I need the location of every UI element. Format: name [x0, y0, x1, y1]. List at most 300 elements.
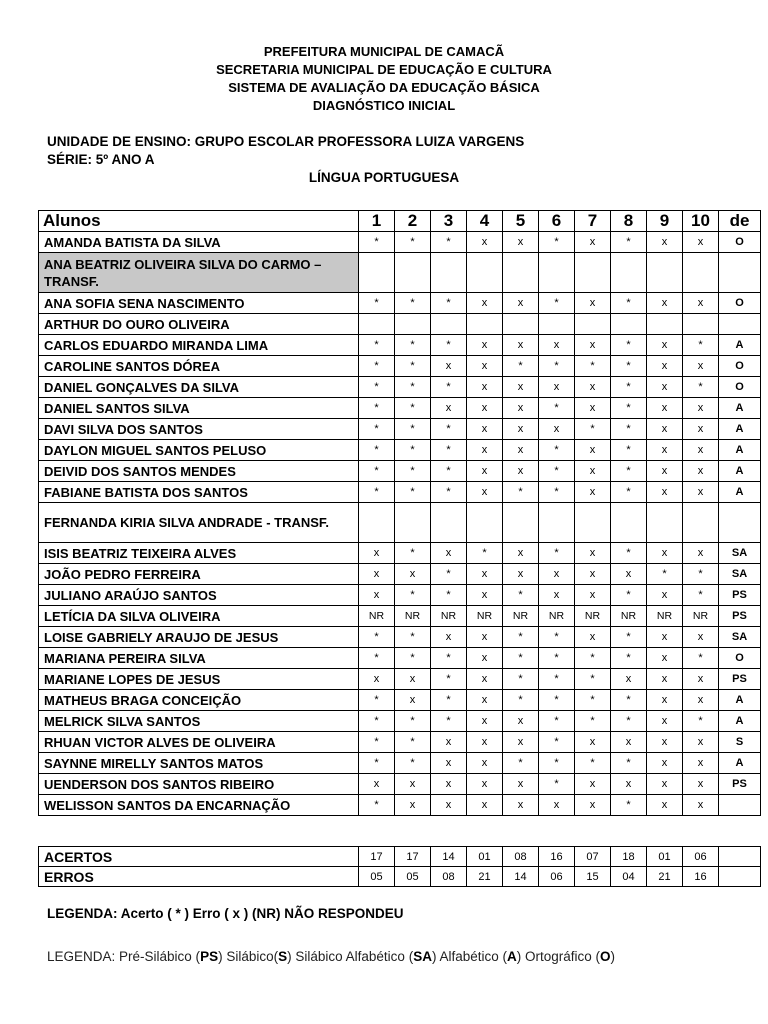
answer-mark: x — [647, 648, 683, 669]
answer-mark — [359, 253, 395, 293]
answer-mark: x — [503, 461, 539, 482]
legend-text: LEGENDA: Pré-Silábico ( — [47, 949, 201, 964]
answer-mark: * — [431, 585, 467, 606]
answer-mark: * — [611, 356, 647, 377]
answer-mark: x — [647, 753, 683, 774]
answer-mark: * — [431, 648, 467, 669]
student-name: WELISSON SANTOS DA ENCARNAÇÃO — [39, 795, 359, 816]
student-name: DEIVID DOS SANTOS MENDES — [39, 461, 359, 482]
answer-mark: x — [359, 669, 395, 690]
header-line-2: SECRETARIA MUNICIPAL DE EDUCAÇÃO E CULTURA — [216, 62, 552, 77]
answer-mark: x — [647, 732, 683, 753]
summary-value: 14 — [503, 867, 539, 887]
answer-mark: * — [395, 356, 431, 377]
answer-mark — [539, 253, 575, 293]
writing-level: A — [719, 419, 761, 440]
table-row — [39, 753, 761, 774]
answer-mark: * — [467, 543, 503, 564]
answer-mark: x — [503, 398, 539, 419]
answer-mark: * — [359, 440, 395, 461]
answer-mark: NR — [683, 606, 719, 627]
answer-mark: * — [431, 482, 467, 503]
answer-mark: x — [431, 795, 467, 816]
student-name: UENDERSON DOS SANTOS RIBEIRO — [39, 774, 359, 795]
student-name: CARLOS EDUARDO MIRANDA LIMA — [39, 335, 359, 356]
answer-mark: * — [359, 690, 395, 711]
answer-mark: * — [575, 419, 611, 440]
answer-mark: * — [539, 398, 575, 419]
answer-mark: x — [503, 293, 539, 314]
answer-mark: x — [575, 461, 611, 482]
answer-mark: * — [359, 419, 395, 440]
table-row — [39, 419, 761, 440]
answer-mark: * — [683, 335, 719, 356]
answer-mark: * — [539, 356, 575, 377]
writing-level: A — [719, 398, 761, 419]
answer-mark: * — [395, 440, 431, 461]
answer-mark — [575, 253, 611, 293]
answer-mark: x — [683, 795, 719, 816]
answer-mark: x — [431, 356, 467, 377]
answer-mark: * — [503, 753, 539, 774]
legend-marks: LEGENDA: Acerto ( * ) Erro ( x ) (NR) NÃO RESPONDEU — [47, 906, 404, 921]
writing-level: O — [719, 232, 761, 253]
student-name: LOISE GABRIELY ARAUJO DE JESUS — [39, 627, 359, 648]
table-row — [39, 774, 761, 795]
answer-mark: x — [575, 293, 611, 314]
answer-mark: * — [539, 669, 575, 690]
answer-mark: x — [359, 585, 395, 606]
summary-table — [38, 846, 761, 887]
answer-mark: x — [395, 795, 431, 816]
answer-mark: x — [575, 543, 611, 564]
answer-mark — [647, 253, 683, 293]
answer-mark: * — [611, 711, 647, 732]
writing-level: O — [719, 648, 761, 669]
answer-mark: x — [395, 564, 431, 585]
answer-mark: x — [467, 774, 503, 795]
answer-mark: * — [359, 335, 395, 356]
answer-mark: * — [395, 335, 431, 356]
answer-mark: * — [611, 690, 647, 711]
answer-mark: * — [539, 232, 575, 253]
summary-value: 16 — [683, 867, 719, 887]
summary-empty-cell — [719, 847, 761, 867]
answer-mark — [359, 503, 395, 543]
student-name: DANIEL SANTOS SILVA — [39, 398, 359, 419]
answer-mark — [611, 253, 647, 293]
answer-mark: * — [431, 711, 467, 732]
student-results-table — [38, 210, 761, 816]
answer-mark: x — [431, 753, 467, 774]
answer-mark: * — [431, 461, 467, 482]
answer-mark: x — [611, 732, 647, 753]
answer-mark: * — [431, 232, 467, 253]
answer-mark: x — [539, 585, 575, 606]
answer-mark: * — [431, 293, 467, 314]
answer-mark: * — [359, 461, 395, 482]
student-name: CAROLINE SANTOS DÓREA — [39, 356, 359, 377]
answer-mark: x — [575, 627, 611, 648]
student-name: RHUAN VICTOR ALVES DE OLIVEIRA — [39, 732, 359, 753]
answer-mark: NR — [467, 606, 503, 627]
answer-mark — [431, 253, 467, 293]
student-name: SAYNNE MIRELLY SANTOS MATOS — [39, 753, 359, 774]
answer-mark: NR — [575, 606, 611, 627]
answer-mark: x — [539, 419, 575, 440]
answer-mark: * — [503, 356, 539, 377]
student-name: MELRICK SILVA SANTOS — [39, 711, 359, 732]
answer-mark: x — [359, 564, 395, 585]
column-header: 7 — [575, 211, 611, 232]
writing-level: PS — [719, 774, 761, 795]
answer-mark: * — [611, 377, 647, 398]
column-header: 9 — [647, 211, 683, 232]
summary-value: 17 — [395, 847, 431, 867]
school-line: UNIDADE DE ENSINO: GRUPO ESCOLAR PROFESSORA LUIZA VARGENS — [47, 134, 525, 149]
answer-mark: * — [539, 774, 575, 795]
answer-mark: * — [575, 669, 611, 690]
table-row — [39, 732, 761, 753]
student-name: DAYLON MIGUEL SANTOS PELUSO — [39, 440, 359, 461]
header-row — [39, 211, 761, 232]
answer-mark: * — [611, 293, 647, 314]
answer-mark: x — [683, 669, 719, 690]
answer-mark: NR — [359, 606, 395, 627]
answer-mark: * — [359, 732, 395, 753]
summary-value: 15 — [575, 867, 611, 887]
summary-value: 21 — [647, 867, 683, 887]
answer-mark: * — [539, 753, 575, 774]
answer-mark: x — [575, 440, 611, 461]
answer-mark: * — [611, 795, 647, 816]
writing-level: S — [719, 732, 761, 753]
answer-mark: x — [683, 461, 719, 482]
column-header: de — [719, 211, 761, 232]
answer-mark: * — [575, 356, 611, 377]
answer-mark: NR — [611, 606, 647, 627]
column-header: 4 — [467, 211, 503, 232]
erros-row-label: ERROS — [39, 867, 359, 887]
answer-mark — [503, 503, 539, 543]
table-row — [39, 440, 761, 461]
answer-mark: x — [467, 440, 503, 461]
summary-value: 08 — [431, 867, 467, 887]
answer-mark: * — [611, 753, 647, 774]
answer-mark: x — [683, 232, 719, 253]
student-name: ANA SOFIA SENA NASCIMENTO — [39, 293, 359, 314]
answer-mark — [575, 503, 611, 543]
answer-mark — [431, 503, 467, 543]
answer-mark: * — [395, 627, 431, 648]
subject-title: LÍNGUA PORTUGUESA — [308, 170, 460, 185]
summary-value: 05 — [395, 867, 431, 887]
answer-mark: * — [539, 461, 575, 482]
answer-mark: x — [683, 543, 719, 564]
answer-mark: x — [575, 795, 611, 816]
answer-mark: * — [539, 711, 575, 732]
summary-value: 08 — [503, 847, 539, 867]
answer-mark: * — [611, 440, 647, 461]
answer-mark: x — [683, 753, 719, 774]
answer-mark: * — [611, 398, 647, 419]
student-name: MARIANE LOPES DE JESUS — [39, 669, 359, 690]
table-row — [39, 606, 761, 627]
answer-mark: x — [431, 543, 467, 564]
writing-level: PS — [719, 669, 761, 690]
answer-mark — [683, 314, 719, 335]
answer-mark: x — [683, 293, 719, 314]
answer-mark: * — [431, 335, 467, 356]
table-row — [39, 232, 761, 253]
writing-level — [719, 253, 761, 293]
answer-mark: * — [683, 564, 719, 585]
answer-mark — [395, 314, 431, 335]
answer-mark: * — [575, 648, 611, 669]
legend-code-sa: SA — [413, 949, 432, 964]
answer-mark: x — [647, 461, 683, 482]
answer-mark: x — [611, 774, 647, 795]
column-header: 10 — [683, 211, 719, 232]
summary-value: 17 — [359, 847, 395, 867]
answer-mark: * — [395, 732, 431, 753]
writing-level: A — [719, 461, 761, 482]
answer-mark: x — [683, 627, 719, 648]
table-row — [39, 314, 761, 335]
answer-mark: x — [503, 564, 539, 585]
answer-mark: x — [467, 232, 503, 253]
summary-value: 01 — [467, 847, 503, 867]
answer-mark — [647, 314, 683, 335]
writing-level: PS — [719, 606, 761, 627]
table-row — [39, 690, 761, 711]
answer-mark: x — [467, 627, 503, 648]
answer-mark: * — [539, 440, 575, 461]
answer-mark: x — [611, 564, 647, 585]
writing-level — [719, 795, 761, 816]
column-header-students: Alunos — [39, 211, 359, 232]
header-line-3: SISTEMA DE AVALIAÇÃO DA EDUCAÇÃO BÁSICA — [228, 80, 540, 95]
answer-mark: * — [503, 669, 539, 690]
table-row — [39, 648, 761, 669]
answer-mark: x — [503, 795, 539, 816]
writing-level: SA — [719, 564, 761, 585]
writing-level: PS — [719, 585, 761, 606]
student-name: JULIANO ARAÚJO SANTOS — [39, 585, 359, 606]
answer-mark: x — [647, 774, 683, 795]
answer-mark: * — [683, 648, 719, 669]
answer-mark: x — [647, 543, 683, 564]
answer-mark — [467, 314, 503, 335]
table-row — [39, 564, 761, 585]
writing-level: SA — [719, 627, 761, 648]
legend-text: ) — [610, 949, 616, 964]
answer-mark: * — [359, 293, 395, 314]
answer-mark: * — [359, 753, 395, 774]
answer-mark: x — [647, 440, 683, 461]
writing-level: SA — [719, 543, 761, 564]
writing-level: A — [719, 690, 761, 711]
answer-mark: x — [647, 795, 683, 816]
answer-mark — [539, 503, 575, 543]
answer-mark — [359, 314, 395, 335]
answer-mark — [683, 253, 719, 293]
answer-mark: * — [647, 564, 683, 585]
answer-mark: * — [611, 627, 647, 648]
legend-code-o: O — [600, 949, 611, 964]
answer-mark: * — [395, 419, 431, 440]
answer-mark: * — [395, 377, 431, 398]
answer-mark: * — [575, 711, 611, 732]
answer-mark: * — [359, 377, 395, 398]
answer-mark: x — [503, 440, 539, 461]
header-line-4: DIAGNÓSTICO INICIAL — [312, 98, 456, 113]
column-header: 1 — [359, 211, 395, 232]
answer-mark: x — [647, 232, 683, 253]
answer-mark — [575, 314, 611, 335]
summary-value: 04 — [611, 867, 647, 887]
answer-mark: x — [467, 482, 503, 503]
answer-mark: x — [683, 398, 719, 419]
answer-mark: x — [503, 335, 539, 356]
answer-mark: * — [539, 648, 575, 669]
summary-value: 05 — [359, 867, 395, 887]
answer-mark: * — [359, 398, 395, 419]
student-name: ISIS BEATRIZ TEIXEIRA ALVES — [39, 543, 359, 564]
answer-mark: x — [467, 356, 503, 377]
answer-mark: x — [647, 419, 683, 440]
answer-mark: x — [467, 461, 503, 482]
writing-level: A — [719, 753, 761, 774]
answer-mark: * — [395, 293, 431, 314]
answer-mark: * — [359, 232, 395, 253]
writing-level: O — [719, 293, 761, 314]
answer-mark: x — [539, 377, 575, 398]
answer-mark — [395, 253, 431, 293]
answer-mark: x — [431, 627, 467, 648]
answer-mark: x — [683, 419, 719, 440]
answer-mark: * — [395, 461, 431, 482]
answer-mark: x — [647, 377, 683, 398]
answer-mark: x — [575, 482, 611, 503]
answer-mark: * — [611, 232, 647, 253]
student-name: MATHEUS BRAGA CONCEIÇÃO — [39, 690, 359, 711]
document-header — [0, 43, 768, 115]
answer-mark: * — [359, 482, 395, 503]
answer-mark: * — [431, 377, 467, 398]
table-row — [39, 293, 761, 314]
answer-mark: * — [539, 732, 575, 753]
student-name: ARTHUR DO OURO OLIVEIRA — [39, 314, 359, 335]
answer-mark: x — [503, 732, 539, 753]
student-name: LETÍCIA DA SILVA OLIVEIRA — [39, 606, 359, 627]
table-row — [39, 377, 761, 398]
answer-mark: x — [467, 335, 503, 356]
answer-mark — [611, 314, 647, 335]
student-name: FABIANE BATISTA DOS SANTOS — [39, 482, 359, 503]
answer-mark: x — [683, 440, 719, 461]
table-row — [39, 461, 761, 482]
answer-mark: x — [503, 419, 539, 440]
table-row — [39, 482, 761, 503]
legend-code-a: A — [507, 949, 517, 964]
legend-text: ) Silábico( — [218, 949, 279, 964]
answer-mark: * — [611, 335, 647, 356]
answer-mark: * — [539, 690, 575, 711]
answer-mark: * — [431, 440, 467, 461]
answer-mark: NR — [431, 606, 467, 627]
summary-value: 07 — [575, 847, 611, 867]
answer-mark: * — [611, 585, 647, 606]
answer-mark: x — [683, 732, 719, 753]
answer-mark: * — [395, 398, 431, 419]
answer-mark: x — [467, 795, 503, 816]
answer-mark: * — [395, 711, 431, 732]
answer-mark: * — [575, 753, 611, 774]
answer-mark — [683, 503, 719, 543]
answer-mark: * — [359, 795, 395, 816]
writing-level: A — [719, 711, 761, 732]
writing-level: A — [719, 440, 761, 461]
writing-level: O — [719, 356, 761, 377]
answer-mark: NR — [539, 606, 575, 627]
writing-level: A — [719, 335, 761, 356]
answer-mark: x — [575, 232, 611, 253]
answer-mark: x — [359, 774, 395, 795]
answer-mark: x — [503, 543, 539, 564]
answer-mark: x — [575, 377, 611, 398]
table-row — [39, 335, 761, 356]
answer-mark: x — [611, 669, 647, 690]
answer-mark: x — [503, 377, 539, 398]
answer-mark: x — [395, 669, 431, 690]
answer-mark: x — [647, 585, 683, 606]
answer-mark: x — [647, 711, 683, 732]
answer-mark: x — [503, 711, 539, 732]
table-row — [39, 543, 761, 564]
student-name: JOÃO PEDRO FERREIRA — [39, 564, 359, 585]
erros-row — [39, 867, 761, 887]
answer-mark: x — [467, 669, 503, 690]
answer-mark — [647, 503, 683, 543]
student-name: MARIANA PEREIRA SILVA — [39, 648, 359, 669]
answer-mark: x — [539, 564, 575, 585]
legend-text: ) Ortográfico ( — [516, 949, 601, 964]
grade-line: SÉRIE: 5º ANO A — [47, 152, 155, 167]
summary-value: 06 — [683, 847, 719, 867]
table-row — [39, 795, 761, 816]
answer-mark: * — [611, 461, 647, 482]
answer-mark — [503, 314, 539, 335]
answer-mark: x — [647, 627, 683, 648]
answer-mark: NR — [503, 606, 539, 627]
answer-mark: x — [395, 774, 431, 795]
answer-mark: x — [647, 335, 683, 356]
answer-mark: * — [539, 543, 575, 564]
answer-mark: x — [467, 377, 503, 398]
summary-empty-cell — [719, 867, 761, 887]
table-row — [39, 356, 761, 377]
table-row — [39, 711, 761, 732]
column-header: 6 — [539, 211, 575, 232]
legend-code-ps: PS — [200, 949, 219, 964]
answer-mark: * — [539, 627, 575, 648]
answer-mark: x — [467, 690, 503, 711]
answer-mark: x — [431, 774, 467, 795]
answer-mark: x — [647, 690, 683, 711]
answer-mark: x — [431, 732, 467, 753]
answer-mark: x — [575, 564, 611, 585]
